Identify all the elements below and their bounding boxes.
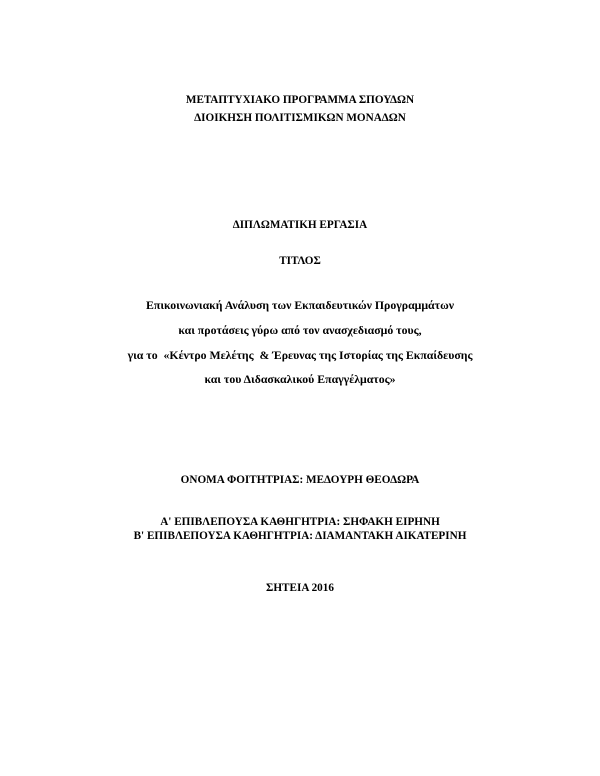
thesis-title-line: για το «Κέντρο Μελέτης & Έρευνας της Ιστορίας της Εκπαίδευσης [127, 348, 473, 362]
thesis-type: ΔΙΠΛΩΜΑΤΙΚΗ ΕΡΓΑΣΙΑ [232, 219, 368, 231]
thesis-title-line: Επικοινωνιακή Ανάλυση των Εκπαιδευτικών Προγραμμάτων [146, 298, 454, 312]
program-name: ΜΕΤΑΠΤΥΧΙΑΚΟ ΠΡΟΓΡΑΜΜΑ ΣΠΟΥΔΩΝ [185, 94, 415, 106]
title-label: ΤΙΤΛΟΣ [279, 255, 321, 267]
program-specialization: ΔΙΟΙΚΗΣΗ ΠΟΛΙΤΙΣΜΙΚΩΝ ΜΟΝΑΔΩΝ [194, 112, 406, 124]
student-name: ΟΝΟΜΑ ΦΟΙΤΗΤΡΙΑΣ: ΜΕΔΟΥΡΗ ΘΕΟΔΩΡΑ [180, 474, 420, 486]
first-supervisor: Α' ΕΠΙΒΛΕΠΟΥΣΑ ΚΑΘΗΓΗΤΡΙΑ: ΣΗΦΑΚΗ ΕΙΡΗΝΗ [160, 516, 440, 528]
thesis-title-line: και προτάσεις γύρω από τον ανασχεδιασμό τους, [178, 323, 422, 337]
thesis-title-line: και του Διδασκαλικού Επαγγέλματος» [204, 372, 396, 386]
second-supervisor: Β' ΕΠΙΒΛΕΠΟΥΣΑ ΚΑΘΗΓΗΤΡΙΑ: ΔΙΑΜΑΝΤΑΚΗ ΑΙΚΑΤΕΡΙΝΗ [133, 530, 467, 542]
place-year: ΣΗΤΕΙΑ 2016 [266, 582, 334, 594]
